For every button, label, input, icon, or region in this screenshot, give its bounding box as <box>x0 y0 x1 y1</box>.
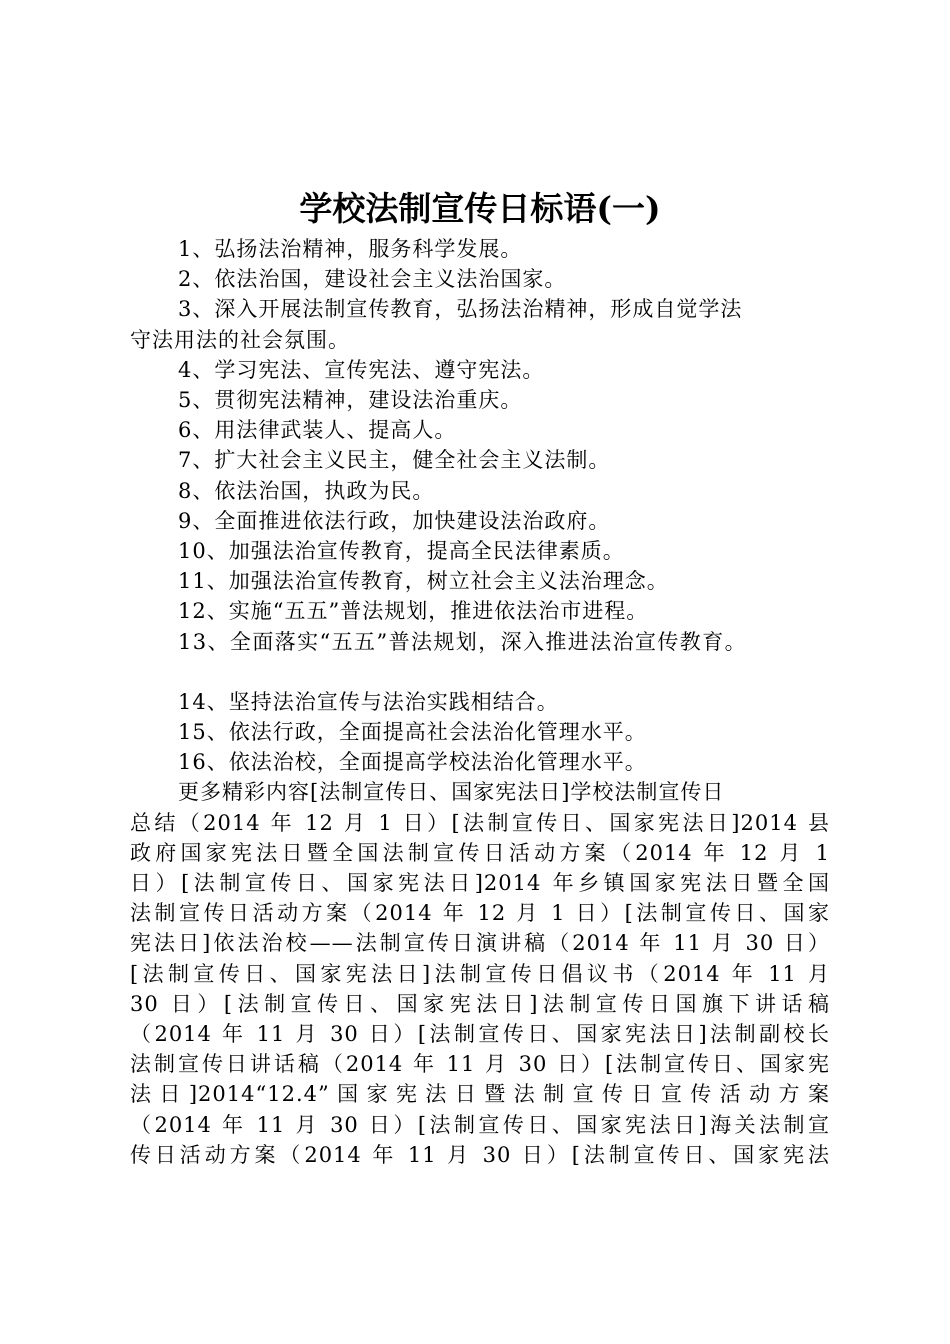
more-content-line: （2014 年 11 月 30 日）[法制宣传日、国家宪法日]法制副校长 <box>130 1022 830 1047</box>
more-content-line: 政府国家宪法日暨全国法制宣传日活动方案（2014 年 12 月 1 <box>130 840 830 865</box>
slogan-line: 5、贯彻宪法精神，建设法治重庆。 <box>178 388 523 413</box>
slogan-line: 10、加强法治宣传教育，提高全民法律素质。 <box>178 539 625 564</box>
more-content-line: 总结（2014 年 12 月 1 日）[法制宣传日、国家宪法日]2014 县 <box>130 810 830 835</box>
more-content-line: 更多精彩内容[法制宣传日、国家宪法日]学校法制宣传日 <box>178 780 725 805</box>
more-content-line: 法制宣传日讲话稿（2014 年 11 月 30 日）[法制宣传日、国家宪 <box>130 1052 830 1077</box>
slogan-line: 8、依法治国，执政为民。 <box>178 478 435 503</box>
more-content-line: 传日活动方案（2014 年 11 月 30 日）[法制宣传日、国家宪法 <box>130 1142 830 1167</box>
slogan-line: 16、依法治校，全面提高学校法治化管理水平。 <box>178 750 647 775</box>
more-content-line: 30 日）[法制宣传日、国家宪法日]法制宣传日国旗下讲话稿 <box>130 991 830 1016</box>
slogan-line: 14、坚持法治宣传与法治实践相结合。 <box>178 689 559 714</box>
slogan-line: 9、全面推进依法行政，加快建设法治政府。 <box>178 508 611 533</box>
slogan-line: 7、扩大社会主义民主，健全社会主义法制。 <box>178 448 611 473</box>
more-content-line: 法制宣传日活动方案（2014 年 12 月 1 日）[法制宣传日、国家 <box>130 901 830 926</box>
more-content-line: 宪法日]依法治校——法制宣传日演讲稿（2014 年 11 月 30 日） <box>130 931 830 956</box>
more-content-paragraph <box>130 777 830 1170</box>
more-content-line: （2014 年 11 月 30 日）[法制宣传日、国家宪法日]海关法制宣 <box>130 1112 830 1137</box>
more-content-line: 日）[法制宣传日、国家宪法日]2014 年乡镇国家宪法日暨全国 <box>130 871 830 896</box>
blank-line <box>130 657 830 687</box>
slogan-line: 12、实施“五五”普法规划，推进依法治市进程。 <box>178 599 649 624</box>
slogan-line: 1、弘扬法治精神，服务科学发展。 <box>178 237 523 261</box>
slogan-line: 2、依法治国，建设社会主义法治国家。 <box>178 267 567 292</box>
slogan-line: 13、全面落实“五五”普法规划，深入推进法治宣传教育。 <box>178 629 747 654</box>
slogan-line: 3、深入开展法制宣传教育，弘扬法治精神，形成自觉学法 <box>178 297 743 322</box>
slogan-line: 6、用法律武装人、提高人。 <box>178 418 457 443</box>
more-content-line: 法日]2014“12.4”国家宪法日暨法制宣传日宣传活动方案 <box>130 1082 830 1107</box>
slogan-line: 4、学习宪法、宣传宪法、遵守宪法。 <box>178 357 545 382</box>
more-content-line: [法制宣传日、国家宪法日]法制宣传日倡议书（2014 年 11 月 <box>130 961 830 986</box>
slogan-line: 守法用法的社会氛围。 <box>130 327 350 352</box>
document-page <box>130 186 830 1170</box>
slogan-line: 15、依法行政，全面提高社会法治化管理水平。 <box>178 720 647 745</box>
document-title: 学校法制宣传日标语(一) <box>299 189 661 228</box>
slogan-line: 11、加强法治宣传教育，树立社会主义法治理念。 <box>178 569 669 594</box>
